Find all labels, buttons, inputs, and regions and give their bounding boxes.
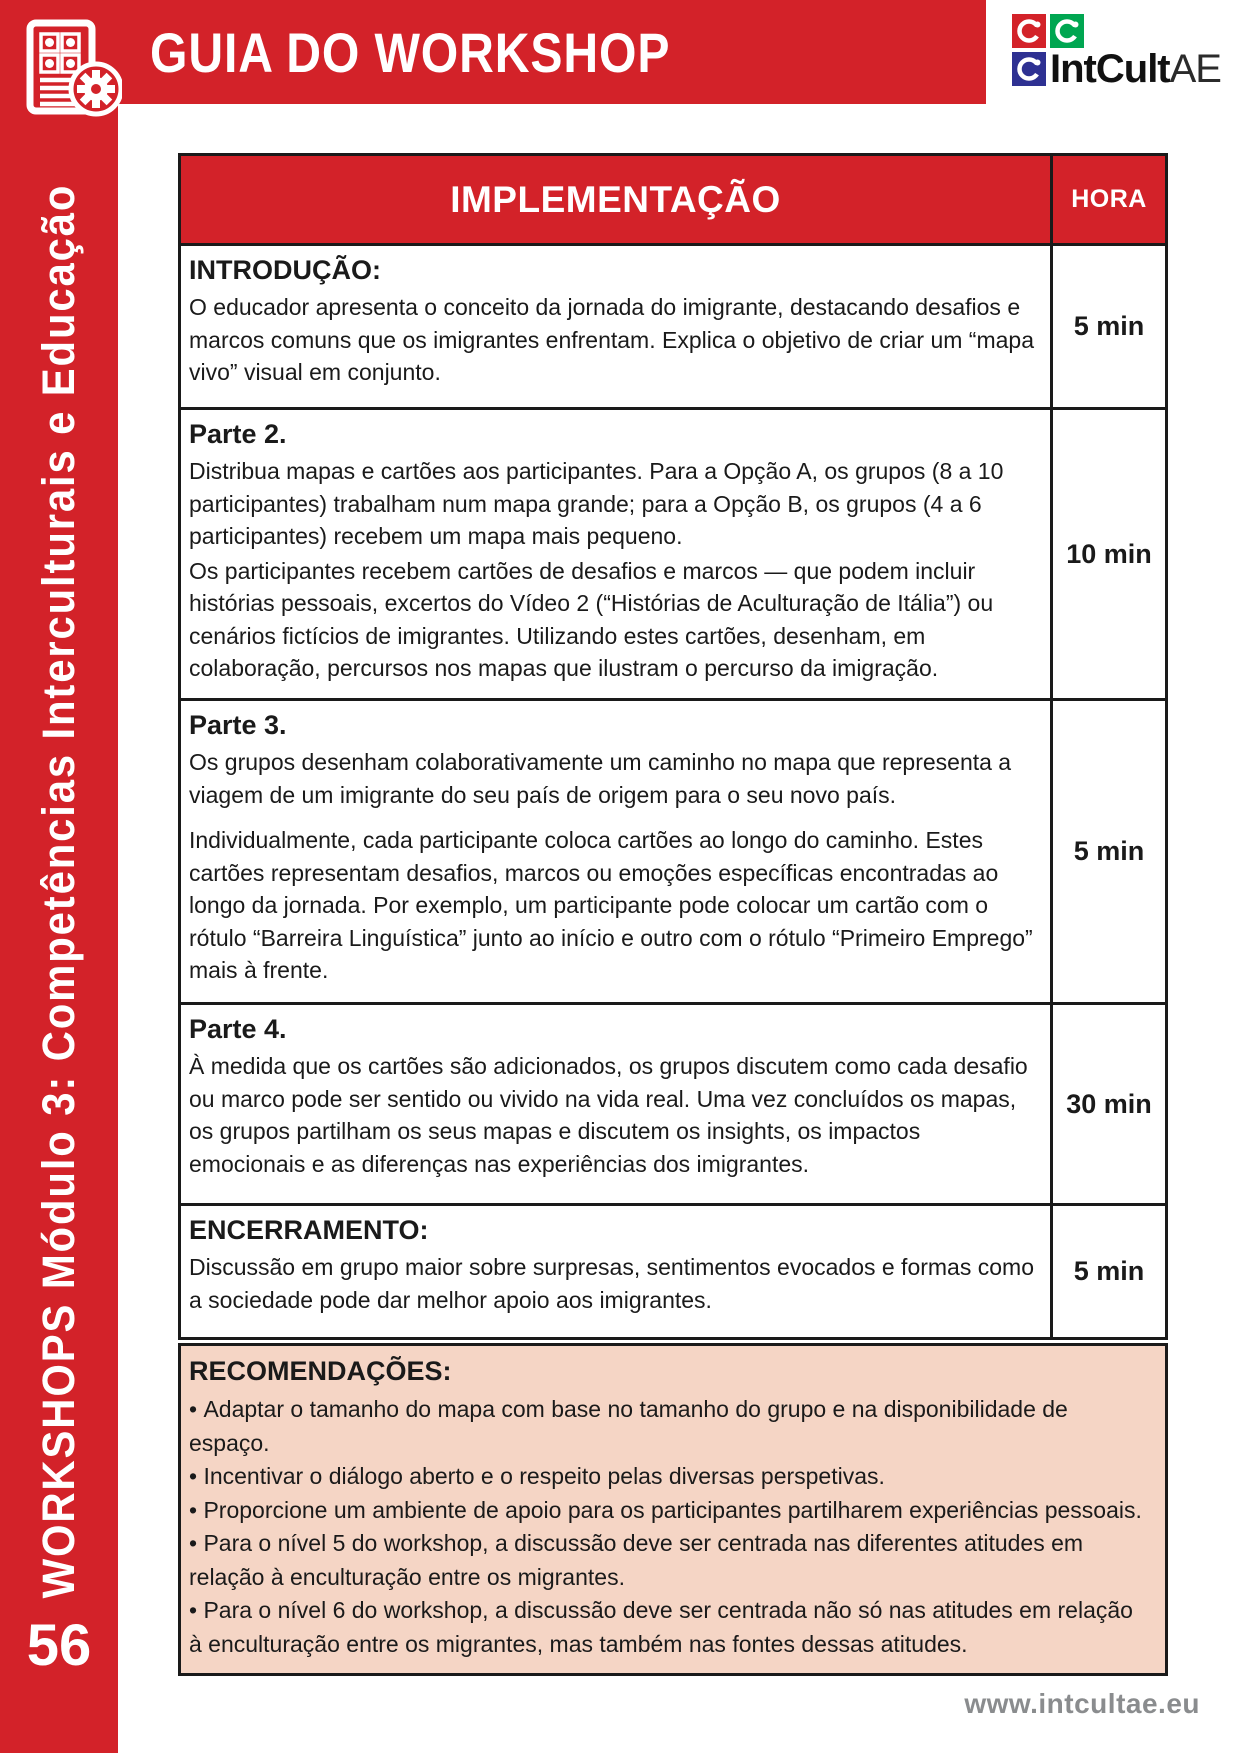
logo-blue-square-icon [1012,52,1046,86]
row-paragraph: O educador apresenta o conceito da jornada do imigrante, destacando desafios e marcos comuns que os imigrantes enfrentam. Explica o objetivo de criar um “mapa vivo” visual em conjunto. [189,294,1034,385]
row-heading: Parte 4. [189,1014,287,1044]
table-header-implementation: IMPLEMENTAÇÃO [181,156,1053,243]
table-row-encerramento [181,1203,1165,1337]
recommendations-box [178,1343,1168,1676]
sidebar-module-label: WORKSHOPS Módulo 3: Competências Interculturais e Educação [33,183,84,1599]
footer-website-link[interactable]: www.intcultae.eu [964,1688,1200,1719]
implementation-table [178,153,1168,1340]
logo-red-square-icon [1012,14,1046,48]
page-title: GUIA DO WORKSHOP [150,20,671,84]
recommendation-item: • Incentivar o diálogo aberto e o respeito pelas diversas perspetivas. [189,1460,1151,1494]
table-header-row [181,156,1165,243]
row-heading: INTRODUÇÃO: [189,255,381,285]
workshop-document-gear-icon [24,18,122,118]
row-paragraph: Individualmente, cada participante coloca cartões ao longo do caminho. Estes cartões representam desafios, marcos ou emoções específicas encontradas ao longo da jornada. Por exemplo, um participante pode colocar um cartão com o rótulo “Barreira Linguística” junto ao início e outro com o rótulo “Primeiro Emprego” mais à frente. [189,827,1033,983]
recommendations-heading: RECOMENDAÇÕES: [189,1356,452,1386]
row-heading: ENCERRAMENTO: [189,1215,429,1245]
recommendation-item: • Proporcione um ambiente de apoio para os participantes partilharem experiências pessoais. [189,1494,1151,1528]
page-number: 56 [26,1613,92,1678]
table-row-introducao [181,243,1165,407]
row-time: 5 min [1073,311,1145,341]
row-paragraph: Os grupos desenham colaborativamente um caminho no mapa que representa a viagem de um imigrante do seu país de origem para o seu novo país. [189,749,1012,808]
table-header-hora: HORA [1053,156,1165,243]
table-row-parte-4 [181,1002,1165,1203]
recommendation-item: • Para o nível 5 do workshop, a discussão deve ser centrada nas diferentes atitudes em relação à enculturação entre os migrantes. [189,1527,1151,1594]
row-paragraph: Os participantes recebem cartões de desafios e marcos — que podem incluir histórias pessoais, excertos do Vídeo 2 (“Histórias de Aculturação de Itália”) ou cenários fictícios de imigrantes. Utilizando estes cartões, desenham, em colaboração, percursos nos mapas que ilustram o percurso da imigração. [189,557,994,681]
table-row-parte-2 [181,407,1165,698]
intcultae-logo [1012,14,1232,91]
recommendation-item: • Adaptar o tamanho do mapa com base no tamanho do grupo e na disponibilidade de espaço. [189,1393,1151,1460]
row-paragraph: Discussão em grupo maior sobre surpresas, sentimentos evocados e formas como a sociedade pode dar melhor apoio aos imigrantes. [189,1254,1034,1313]
row-time: 5 min [1073,836,1145,866]
row-paragraph: À medida que os cartões são adicionados, os grupos discutem como cada desafio ou marco pode ser sentido ou vivido na vida real. Uma vez concluídos os mapas, os grupos partilham os seus mapas e discutem os insights, os impactos emocionais e as diferenças nas experiências dos imigrantes. [189,1053,1028,1177]
recommendation-item: • Para o nível 6 do workshop, a discussão deve ser centrada não só nas atitudes em relação à enculturação entre os migrantes, mas também nas fontes dessas atitudes. [189,1594,1151,1661]
row-heading: Parte 2. [189,419,287,449]
row-time: 30 min [1066,1088,1152,1119]
table-row-parte-3 [181,698,1165,1002]
row-heading: Parte 3. [189,710,287,740]
logo-green-square-icon [1050,14,1084,48]
row-time: 10 min [1066,538,1152,569]
row-time: 5 min [1073,1256,1145,1286]
logo-wordmark: IntCultAE [1050,47,1221,91]
row-paragraph: Distribua mapas e cartões aos participantes. Para a Opção A, os grupos (8 a 10 participantes) trabalham num mapa grande; para a Opção B, os grupos (4 a 6 participantes) recebem um mapa mais pequeno. [189,458,1004,549]
gear-icon [77,70,115,108]
